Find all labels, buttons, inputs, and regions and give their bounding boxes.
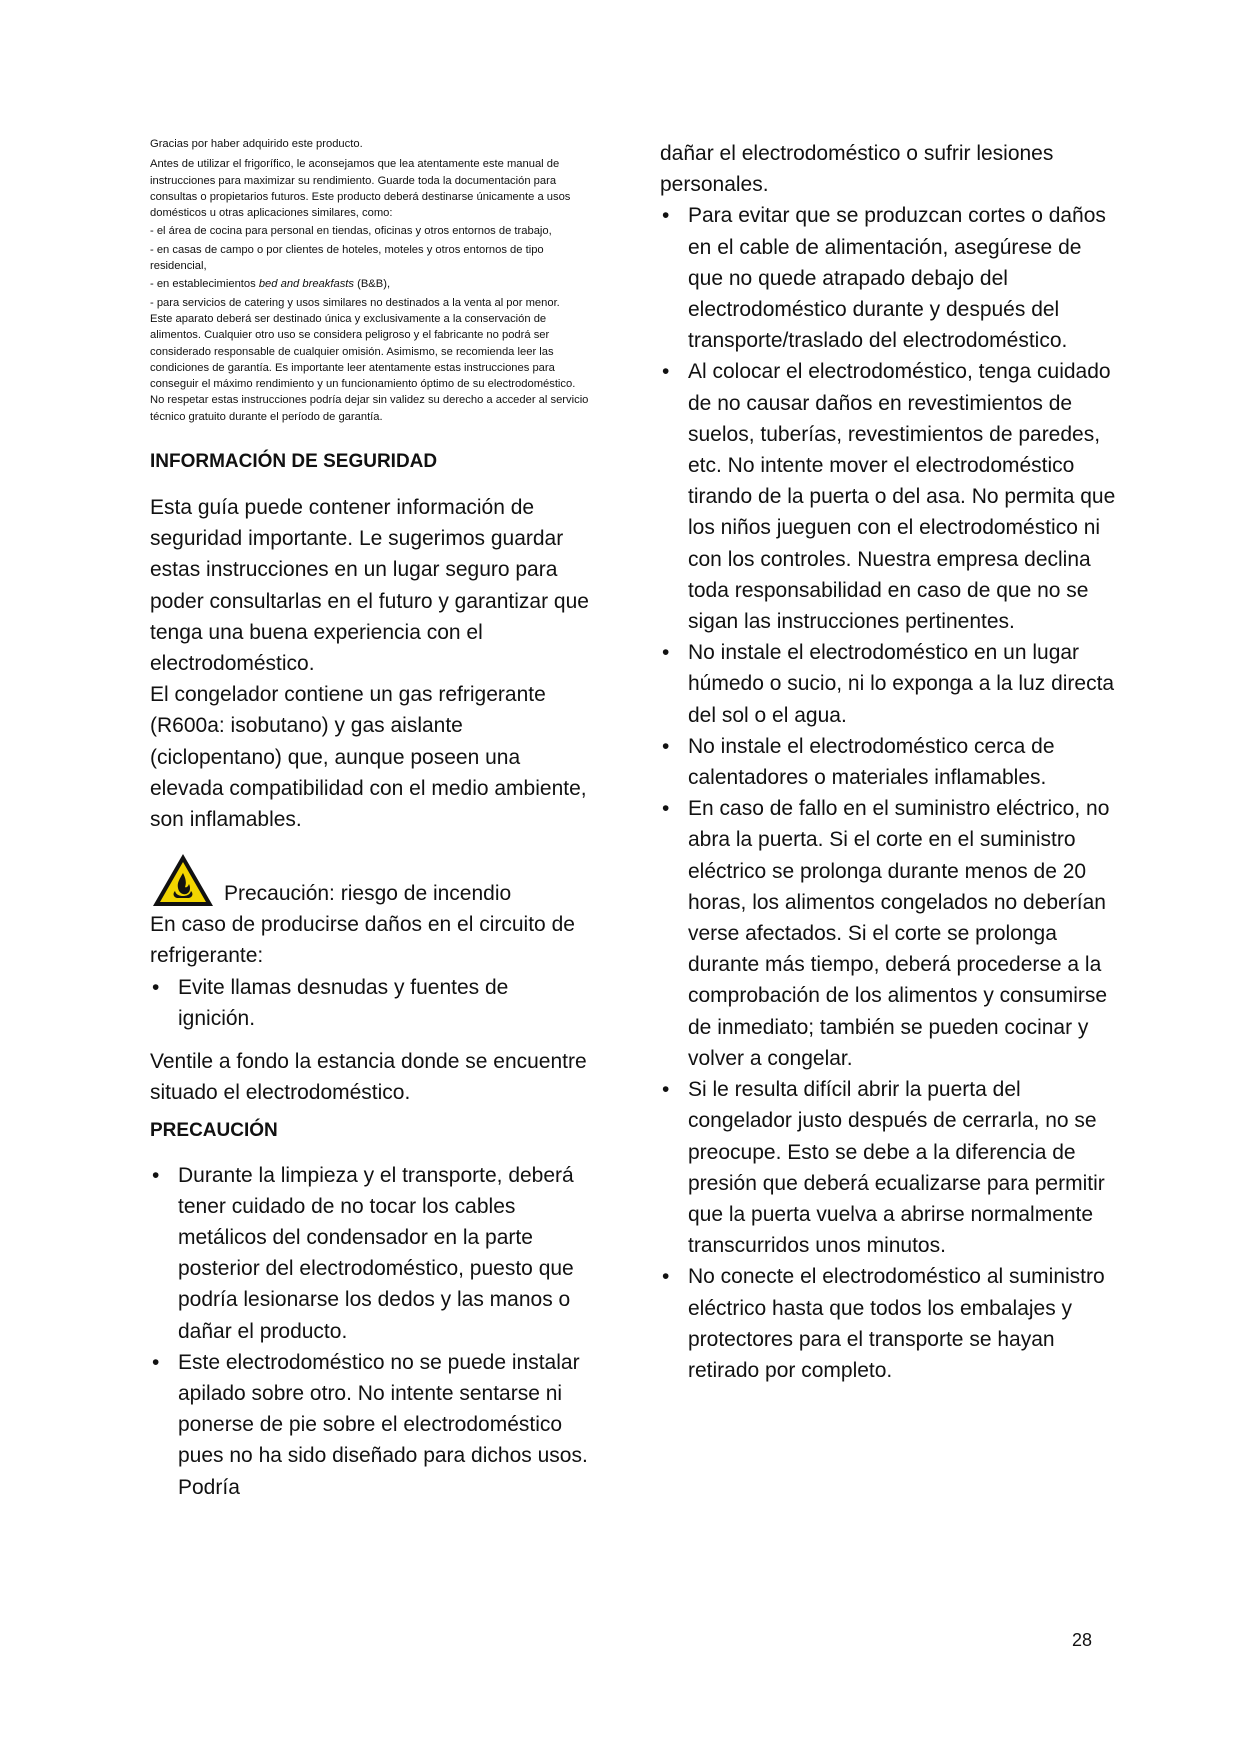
bnb-italic: bed and breakfasts — [258, 278, 354, 291]
safety-paragraph: Esta guía puede contener información de seguridad importante. Le sugerimos guardar estas instrucciones en un lugar seguro para poder consultarlas en el futuro y garantizar que tenga una buena experiencia con el electrodoméstico. — [150, 496, 589, 676]
list-item-text: En caso de fallo en el suministro eléctrico, no abra la puerta. Si el corte en el suministro eléctrico se prolonga durante menos de 20 horas, los alimentos congelados no deberían verse afectados. Si el corte se prolonga durante más tiempo, deberá procederse a la comprobación de los alimentos y consumirse de inmediato; también se pueden cocinar y volver a congelar. — [688, 797, 1110, 1070]
bnb-prefix: - en establecimientos — [150, 278, 259, 291]
intro-warranty-paragraph: Este aparato deberá ser destinado única y exclusivamente a la conservación de alimentos. Cualquier otro uso se considera peligroso y el fabricante no podrá ser considerado responsable de cualquier omisión. Asimismo, se recomienda leer las condiciones de garantía. Es importante leer atentamente estas instrucciones para conseguir el máximo rendimiento y un funcionamiento óptimo de su electrodoméstico. No respetar estas instrucciones podría dejar sin validez su derecho a acceder al servicio técnico gratuito durante el período de garantía. — [150, 312, 589, 423]
left-column — [150, 136, 590, 1503]
list-item — [660, 1261, 1120, 1386]
list-item-text: Evite llamas desnudas y fuentes de ignición. — [178, 975, 509, 1030]
list-item-text: No conecte el electrodoméstico al suministro eléctrico hasta que todos los embalajes y protectores para el transporte se hayan retirado por completo. — [688, 1265, 1105, 1382]
list-item — [150, 1347, 590, 1503]
flammable-warning-icon — [150, 851, 216, 909]
list-item-text: No instale el electrodoméstico en un lugar húmedo o sucio, ni lo exponga a la luz directa del sol o el agua. — [688, 641, 1115, 727]
list-item-text: Este electrodoméstico no se puede instalar apilado sobre otro. No intente sentarse ni ponerse de pie sobre el electrodoméstico pues no ha sido diseñado para dichos usos. Podría — [178, 1350, 588, 1499]
refrigerant-damage-intro: En caso de producirse daños en el circuito de refrigerante: — [150, 913, 575, 968]
list-item — [660, 1074, 1120, 1261]
list-item-text: Si le resulta difícil abrir la puerta del congelador justo después de cerrarla, no se preocupe. Esto se debe a la diferencia de presión que deberá ecualizarse para permitir que la puerta vuelva a abrirse normalmente transcurridos unos minutos. — [688, 1078, 1105, 1258]
list-item-text: Para evitar que se produzcan cortes o daños en el cable de alimentación, asegúrese de que no quede atrapado debajo del electrodoméstico durante y después del transporte/traslado del electrodoméstico. — [688, 204, 1106, 353]
fire-warning-label: Precaución: riesgo de incendio — [224, 882, 512, 906]
bullet-icon: • — [152, 1350, 160, 1374]
bullet-icon: • — [662, 734, 670, 758]
list-item — [660, 637, 1120, 731]
bullet-icon: • — [662, 360, 670, 384]
bullet-icon: • — [662, 1078, 670, 1102]
list-item — [150, 972, 590, 1034]
fire-warning — [150, 851, 590, 909]
safety-heading: INFORMACIÓN DE SEGURIDAD — [150, 451, 438, 473]
right-column — [660, 138, 1120, 1386]
list-item — [660, 731, 1120, 793]
list-item — [660, 793, 1120, 1074]
bnb-suffix: (B&B), — [354, 278, 391, 291]
intro-use-bnb — [150, 276, 590, 292]
caution-continuation: dañar el electrodoméstico o sufrir lesiones personales. — [660, 142, 1054, 197]
intro-paragraph: Antes de utilizar el frigorífico, le aconsejamos que lea atentamente este manual de instrucciones para maximizar su rendimiento. Guarde toda la documentación para consultas o propietarios futuros. Este producto deberá destinarse únicamente a usos domésticos u otras aplicaciones similares, como: — [150, 158, 571, 220]
bullet-icon: • — [662, 641, 670, 665]
list-item-text: Durante la limpieza y el transporte, deberá tener cuidado de no tocar los cables metálicos del condensador en la parte posterior del electrodoméstico, puesto que podría lesionarse los dedos y las manos o dañar el producto. — [178, 1163, 574, 1343]
caution-heading: PRECAUCIÓN — [150, 1119, 278, 1141]
list-item — [150, 1160, 590, 1347]
intro-thanks: Gracias por haber adquirido este producto. — [150, 138, 363, 150]
list-item — [660, 356, 1120, 637]
bullet-icon: • — [662, 1265, 670, 1289]
bullet-icon: • — [152, 1163, 160, 1187]
intro-block — [150, 136, 590, 425]
bullet-icon: • — [662, 204, 670, 228]
bullet-icon: • — [152, 975, 160, 999]
list-item — [660, 200, 1120, 356]
list-item-text: Al colocar el electrodoméstico, tenga cuidado de no causar daños en revestimientos de suelos, tuberías, revestimientos de paredes, etc. No intente mover el electrodoméstico tirando de la puerta o del asa. No permita que los niños jueguen con el electrodoméstico ni con los controles. Nuestra empresa declina toda responsabilidad en caso de que no se sigan las instrucciones pertinentes. — [688, 360, 1116, 634]
page-number: 28 — [1072, 1630, 1093, 1650]
ventilate-paragraph: Ventile a fondo la estancia donde se encuentre situado el electrodoméstico. — [150, 1050, 587, 1105]
intro-use-staff-kitchen: - el área de cocina para personal en tiendas, oficinas y otros entornos de trabajo, — [150, 225, 552, 238]
refrigerant-paragraph: El congelador contiene un gas refrigerante (R600a: isobutano) y gas aislante (ciclopentano) que, aunque poseen una elevada compatibilidad con el medio ambiente, son inflamables. — [150, 683, 587, 832]
intro-use-hotels: - en casas de campo o por clientes de hoteles, moteles y otros entornos de tipo residencial, — [150, 243, 544, 273]
caution-list-right — [660, 200, 1120, 1386]
intro-use-catering: - para servicios de catering y usos similares no destinados a la venta al por menor. — [150, 296, 560, 309]
bullet-icon: • — [662, 797, 670, 821]
caution-list-left — [150, 1160, 590, 1503]
ignition-list — [150, 972, 590, 1034]
list-item-text: No instale el electrodoméstico cerca de calentadores o materiales inflamables. — [688, 734, 1055, 790]
